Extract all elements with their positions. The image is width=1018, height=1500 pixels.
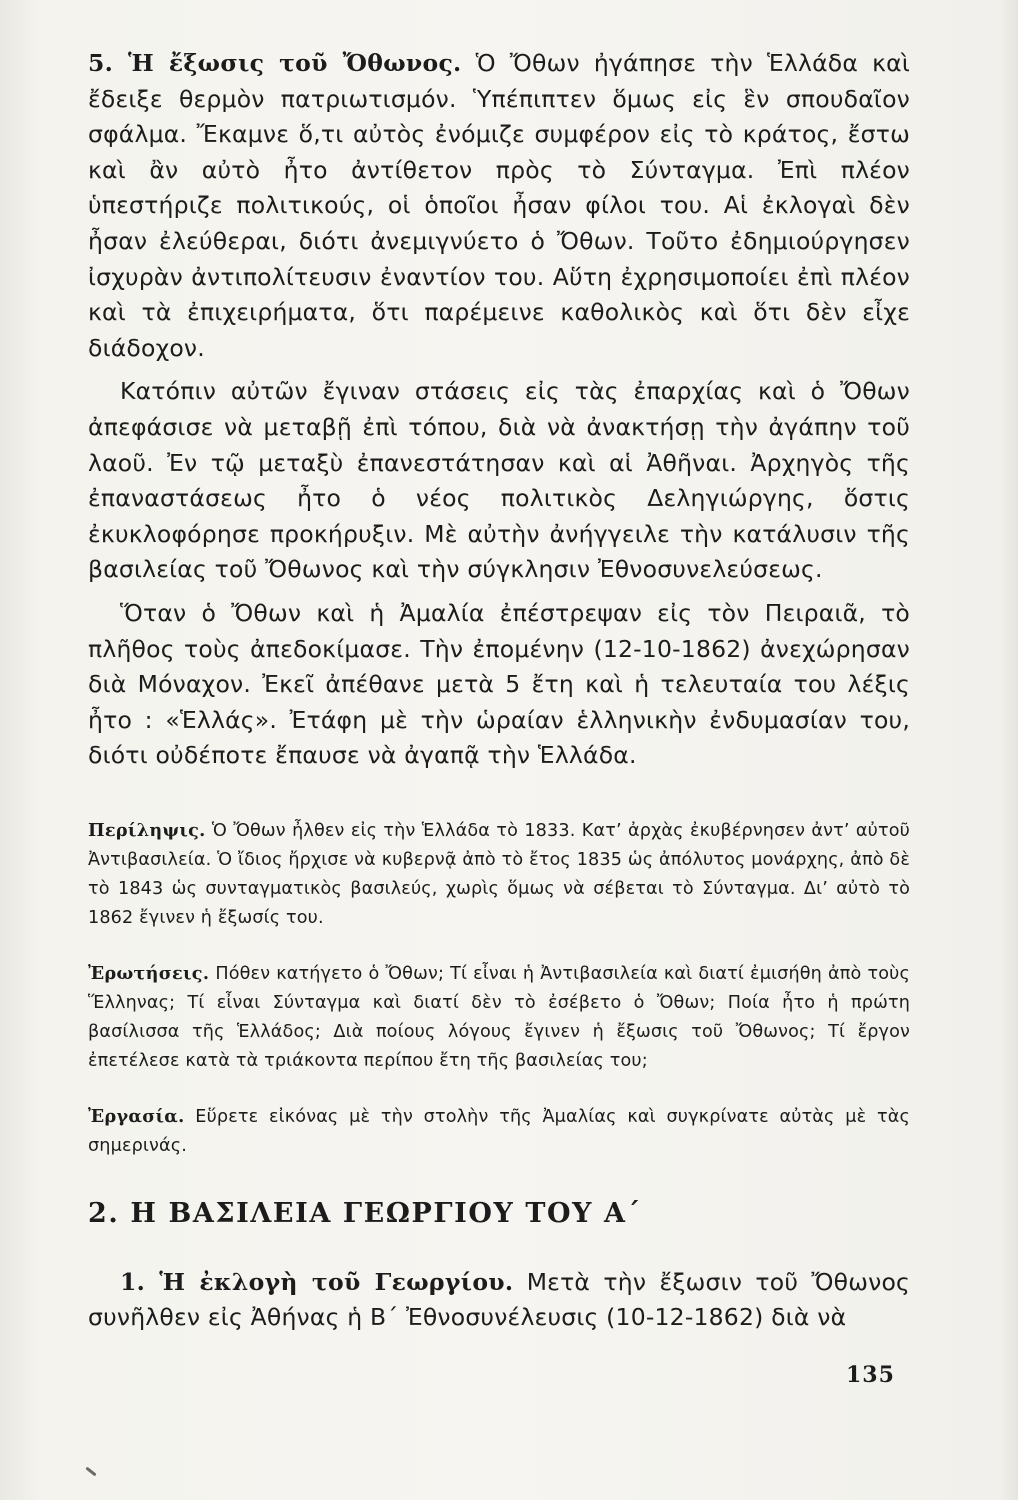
paragraph-gap <box>88 366 910 374</box>
work-text: Εὕρετε εἰκόνας μὲ τὴν στολὴν τῆς Ἀμαλίας καὶ συγκρίνατε αὐτὰς μὲ τὰς σημερινάς. <box>88 1106 910 1156</box>
questions-text: Πόθεν κατήγετο ὁ Ὄθων; Τί εἶναι ἡ Ἀντιβασιλεία καὶ διατί ἐμισήθη ἀπὸ τοὺς Ἕλληνας; Τί εἶναι Σύνταγμα καὶ διατί δὲν τὸ ἐσέβετο ὁ Ὄθων; Ποία ἦτο ἡ πρώτη βασίλισσα τῆς Ἑλλάδος; Διὰ ποίους λόγους ἔγινεν ἡ ἔξωσις τοῦ Ὄθωνος; Τί ἔργον ἐπετέλεσε κατὰ τὰ τριάκοντα περίπου ἔτη τῆς βασιλείας του; <box>88 963 910 1071</box>
exile-heading: 5. Ἡ ἔξωσις τοῦ Ὄθωνος. <box>88 49 462 77</box>
spacer <box>88 1076 910 1102</box>
text-column <box>88 46 910 1336</box>
election-text: Μετὰ τὴν ἔξωσιν τοῦ Ὄθωνος συνῆλθεν εἰς Ἀθήνας ἡ Β΄ Ἐθνοσυνέλευσις (10-12-1862) διὰ νὰ <box>88 1267 911 1332</box>
election-heading: 1. Ἡ ἐκλογὴ τοῦ Γεωργίου. <box>120 1267 514 1296</box>
summary-block <box>88 816 910 933</box>
page-number: 135 <box>846 1362 895 1388</box>
summary-text: Ὁ Ὄθων ἦλθεν εἰς τὴν Ἑλλάδα τὸ 1833. Κατ’ ἀρχὰς ἐκυβέρνησεν ἀντ’ αὐτοῦ Ἀντιβασιλεία. Ὁ ἴδιος ἤρχισε νὰ κυβερνᾷ ἀπὸ τὸ ἔτος 1835 ὡς ἀπόλυτος μονάρχης, ἀπὸ δὲ τὸ 1843 ὡς συνταγματικὸς βασιλεύς, χωρὶς ὅμως νὰ σέβεται τὸ Σύνταγμα. Δι’ αὐτὸ τὸ 1862 ἔγινεν ἡ ἔξωσίς του. <box>88 820 910 928</box>
work-block <box>88 1102 910 1161</box>
exile-paragraph-3: Ὅταν ὁ Ὄθων καὶ ἡ Ἀμαλία ἐπέστρεψαν εἰς τὸν Πειραιᾶ, τὸ πλῆθος τοὺς ἀπεδοκίμασε. Τὴν ἐπομένην (12-10-1862) ἀνεχώρησαν διὰ Μόναχον. Ἐκεῖ ἀπέθανε μετὰ 5 ἔτη καὶ ἡ τελευταία του λέξις ἦτο : «Ἑλλάς». Ἐτάφη μὲ τὴν ὡραίαν ἑλληνικὴν ἐνδυμασίαν του, διότι οὐδέποτε ἔπαυσε νὰ ἀγαπᾷ τὴν Ἑλλάδα. <box>88 598 910 770</box>
chapter-heading: 2. Η ΒΑΣΙΛΕΙΑ ΓΕΩΡΓΙΟΥ ΤΟΥ Α΄ <box>88 1197 642 1229</box>
spacer <box>88 1161 910 1197</box>
spacer <box>88 774 910 816</box>
questions-block <box>88 959 910 1076</box>
page-edge-shadow <box>1000 0 1018 1500</box>
summary-label: Περίληψις. <box>88 819 206 841</box>
spacer <box>88 1231 910 1265</box>
spacer <box>88 933 910 959</box>
print-speck <box>85 1467 96 1477</box>
questions-label: Ἐρωτήσεις. <box>88 962 210 984</box>
paragraph-gap <box>88 588 910 596</box>
exile-paragraph-1-text: Ὁ Ὄθων ἠγάπησε τὴν Ἑλλάδα καὶ ἔδειξε θερμὸν πατριωτισμόν. Ὑπέπιπτεν ὅμως εἰς ἓν σπουδαῖον σφάλμα. Ἔκαμνε ὅ,τι αὐτὸς ἐνόμιζε συμφέρον εἰς τὸ κράτος, ἔστω καὶ ἂν αὐτὸ ἦτο ἀντίθετον πρὸς τὸ Σύνταγμα. Ἐπὶ πλέον ὑπεστήριζε πολιτικούς, οἱ ὁποῖοι ἦσαν φίλοι του. Αἱ ἐκλογαὶ δὲν ἦσαν ἐλεύθεραι, διότι ἀνεμιγνύετο ὁ Ὄθων. Τοῦτο ἐδημιούργησεν ἰσχυρὰν ἀντιπολίτευσιν ἐναντίον του. Αὕτη ἐχρησιμοποίει ἐπὶ πλέον καὶ τὰ ἐπιχειρήματα, ὅτι παρέμεινε καθολικὸς καὶ ὅτι δὲν εἶχε διάδοχον. <box>88 49 911 362</box>
work-label: Ἐργασία. <box>88 1105 185 1127</box>
exile-paragraph-2: Κατόπιν αὐτῶν ἔγιναν στάσεις εἰς τὰς ἐπαρχίας καὶ ὁ Ὄθων ἀπεφάσισε νὰ μεταβῇ ἐπὶ τόπου, διὰ νὰ ἀνακτήσῃ τὴν ἀγάπην τοῦ λαοῦ. Ἐν τῷ μεταξὺ ἐπανεστάτησαν καὶ αἱ Ἀθῆναι. Ἀρχηγὸς τῆς ἐπαναστάσεως ἦτο ὁ νέος πολιτικὸς Δεληγιώργης, ὅστις ἐκυκλοφόρησε προκήρυξιν. Μὲ αὐτὴν ἀνήγγειλε τὴν κατάλυσιν τῆς βασιλείας τοῦ Ὄθωνος καὶ τὴν σύγκλησιν Ἐθνοσυνελεύσεως. <box>88 377 910 584</box>
exile-paragraph-1 <box>88 46 910 366</box>
election-paragraph <box>88 1265 910 1336</box>
